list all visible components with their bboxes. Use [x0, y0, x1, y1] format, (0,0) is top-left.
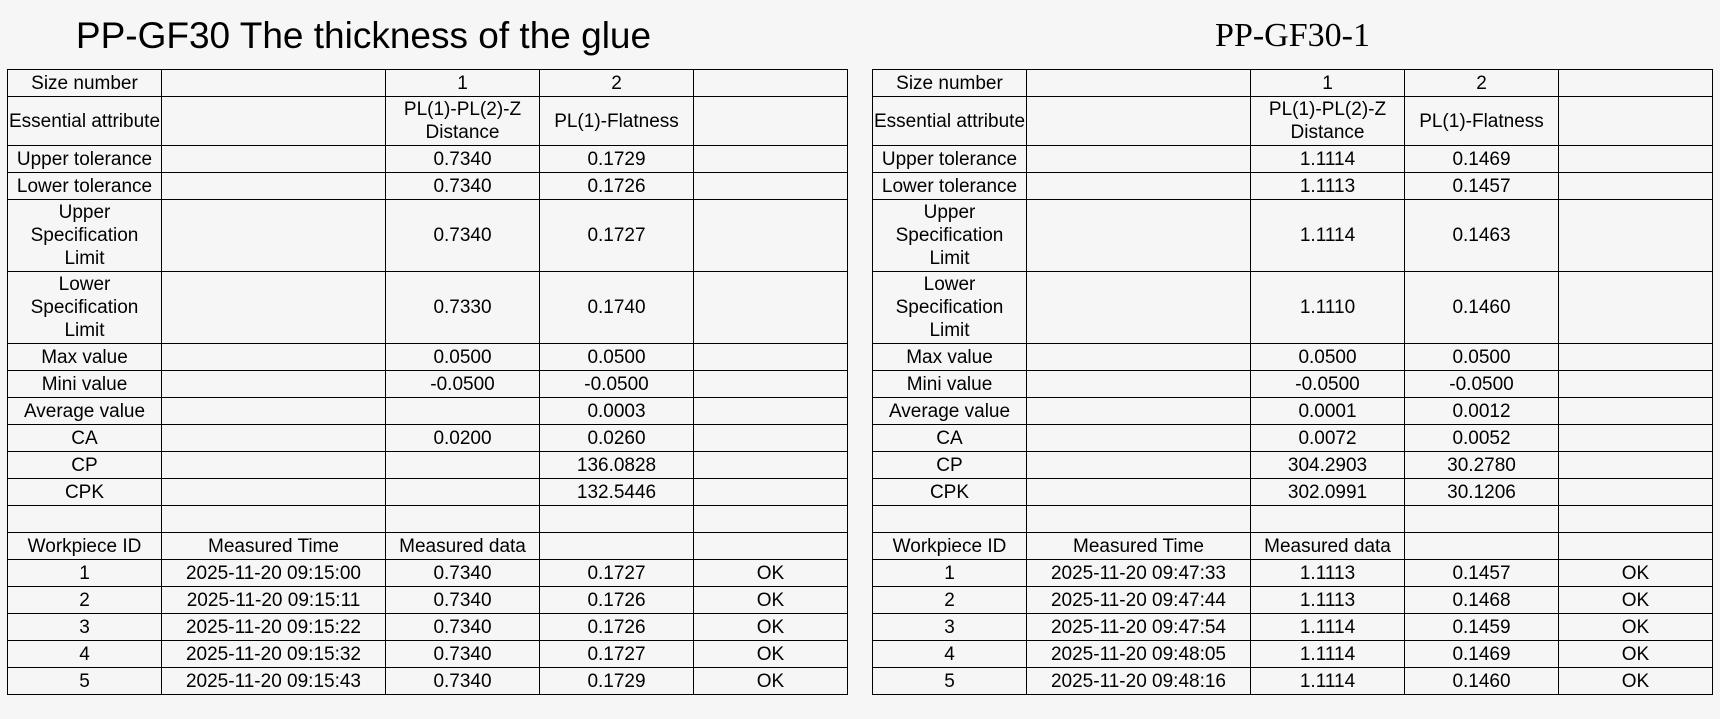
col1-number: 1: [1251, 70, 1405, 97]
empty-cell: [1027, 344, 1251, 371]
empty-cell: [162, 97, 386, 146]
stat-value-2: 0.0260: [540, 425, 694, 452]
empty-cell: [694, 200, 848, 272]
spacer-row: [873, 506, 1713, 533]
stat-row-cp: [873, 452, 1713, 479]
measured-value-1: 1.1113: [1251, 560, 1405, 587]
stat-label: CPK: [8, 479, 162, 506]
measured-data-header: Measured data: [386, 533, 540, 560]
empty-cell: [694, 173, 848, 200]
col2-attribute: PL(1)-Flatness: [1405, 97, 1559, 146]
stat-row-cpk: [873, 479, 1713, 506]
empty-cell: [162, 398, 386, 425]
measured-value-1: 0.7340: [386, 668, 540, 695]
empty-cell: [162, 200, 386, 272]
empty-cell: [162, 344, 386, 371]
result-badge: OK: [694, 560, 848, 587]
measured-value-2: 0.1468: [1405, 587, 1559, 614]
stat-value-2: 0.1740: [540, 272, 694, 344]
stat-label: CP: [873, 452, 1027, 479]
measured-time: 2025-11-20 09:47:44: [1027, 587, 1251, 614]
table-row: [8, 587, 848, 614]
empty-cell: [1559, 479, 1713, 506]
stat-row-ca: [873, 425, 1713, 452]
stat-value-1: 302.0991: [1251, 479, 1405, 506]
stat-value-2: 0.0500: [540, 344, 694, 371]
stat-value-1: 0.0200: [386, 425, 540, 452]
stat-label: Upper Specification Limit: [8, 200, 162, 272]
empty-cell: [162, 506, 386, 533]
stat-label: Lower tolerance: [8, 173, 162, 200]
measured-value-2: 0.1469: [1405, 641, 1559, 668]
stat-value-2: 30.2780: [1405, 452, 1559, 479]
measured-time: 2025-11-20 09:47:54: [1027, 614, 1251, 641]
empty-cell: [694, 146, 848, 173]
left-panel-title: PP-GF30 The thickness of the glue: [75, 15, 652, 56]
workpiece-id: 3: [8, 614, 162, 641]
measured-value-1: 0.7340: [386, 560, 540, 587]
result-badge: OK: [694, 641, 848, 668]
stat-label: CA: [873, 425, 1027, 452]
stat-value-2: 0.0052: [1405, 425, 1559, 452]
workpiece-id: 5: [873, 668, 1027, 695]
stat-label: Lower tolerance: [873, 173, 1027, 200]
empty-cell: [1027, 146, 1251, 173]
stat-label: Upper Specification Limit: [873, 200, 1027, 272]
stat-value-1: [386, 452, 540, 479]
stat-value-1: 304.2903: [1251, 452, 1405, 479]
stat-value-1: 0.0001: [1251, 398, 1405, 425]
empty-cell: [1559, 146, 1713, 173]
stat-value-2: -0.0500: [1405, 371, 1559, 398]
empty-cell: [1559, 452, 1713, 479]
measured-time: 2025-11-20 09:48:05: [1027, 641, 1251, 668]
size-number-row: [873, 70, 1713, 97]
right-panel-title: PP-GF30-1: [1215, 17, 1370, 54]
empty-cell: [162, 371, 386, 398]
empty-cell: [694, 479, 848, 506]
stat-label: Lower Specification Limit: [873, 272, 1027, 344]
empty-cell: [694, 533, 848, 560]
measured-time: 2025-11-20 09:15:11: [162, 587, 386, 614]
measured-value-2: 0.1460: [1405, 668, 1559, 695]
empty-cell: [540, 533, 694, 560]
measured-value-2: 0.1459: [1405, 614, 1559, 641]
empty-cell: [1559, 398, 1713, 425]
stat-row-upper-tolerance: [8, 146, 848, 173]
empty-cell: [1559, 344, 1713, 371]
stat-value-2: 0.1463: [1405, 200, 1559, 272]
stat-value-1: -0.0500: [1251, 371, 1405, 398]
stat-label: Average value: [8, 398, 162, 425]
empty-cell: [694, 344, 848, 371]
empty-cell: [1559, 371, 1713, 398]
stat-row-lower-spec-limit: [873, 272, 1713, 344]
empty-cell: [1027, 371, 1251, 398]
empty-cell: [162, 70, 386, 97]
stat-value-1: 1.1114: [1251, 146, 1405, 173]
table-row: [873, 587, 1713, 614]
right-panel: [872, 0, 1713, 695]
measured-time: 2025-11-20 09:15:32: [162, 641, 386, 668]
empty-cell: [162, 146, 386, 173]
table-row: [8, 641, 848, 668]
stat-row-average-value: [873, 398, 1713, 425]
measured-time: 2025-11-20 09:15:22: [162, 614, 386, 641]
right-measurement-table: [872, 69, 1713, 695]
measured-time: 2025-11-20 09:15:00: [162, 560, 386, 587]
measured-value-1: 1.1113: [1251, 587, 1405, 614]
empty-cell: [1027, 506, 1251, 533]
essential-attribute-label: Essential attribute: [8, 97, 162, 146]
workpiece-id: 2: [8, 587, 162, 614]
col1-attribute: PL(1)-PL(2)-Z Distance: [386, 97, 540, 146]
measured-time-header: Measured Time: [162, 533, 386, 560]
empty-cell: [873, 506, 1027, 533]
workpiece-id: 5: [8, 668, 162, 695]
measured-value-2: 0.1727: [540, 641, 694, 668]
empty-cell: [694, 425, 848, 452]
empty-cell: [1027, 200, 1251, 272]
stat-label: Mini value: [873, 371, 1027, 398]
col2-number: 2: [1405, 70, 1559, 97]
empty-cell: [1559, 425, 1713, 452]
empty-cell: [1559, 506, 1713, 533]
empty-cell: [1251, 506, 1405, 533]
table-row: [873, 668, 1713, 695]
stat-row-lower-tolerance: [873, 173, 1713, 200]
table-row: [8, 668, 848, 695]
essential-attribute-row: [8, 97, 848, 146]
stat-value-2: 0.1457: [1405, 173, 1559, 200]
measured-time-header: Measured Time: [1027, 533, 1251, 560]
left-panel: [7, 0, 848, 695]
stat-value-2: 0.1729: [540, 146, 694, 173]
empty-cell: [694, 371, 848, 398]
result-badge: OK: [1559, 668, 1713, 695]
stat-value-1: 0.7340: [386, 146, 540, 173]
stat-value-1: [386, 479, 540, 506]
stat-value-2: 0.1460: [1405, 272, 1559, 344]
table-row: [873, 641, 1713, 668]
left-measurement-table: [7, 69, 848, 695]
empty-cell: [694, 70, 848, 97]
measure-header-row: [873, 533, 1713, 560]
result-badge: OK: [694, 614, 848, 641]
empty-cell: [386, 506, 540, 533]
result-badge: OK: [1559, 587, 1713, 614]
empty-cell: [1559, 533, 1713, 560]
stat-value-1: 0.0500: [386, 344, 540, 371]
empty-cell: [1559, 97, 1713, 146]
stat-value-2: 0.1469: [1405, 146, 1559, 173]
essential-attribute-label: Essential attribute: [873, 97, 1027, 146]
empty-cell: [694, 398, 848, 425]
spacer-row: [8, 506, 848, 533]
stat-value-1: 0.7340: [386, 200, 540, 272]
empty-cell: [8, 506, 162, 533]
measured-value-2: 0.1726: [540, 587, 694, 614]
measured-value-2: 0.1729: [540, 668, 694, 695]
col1-number: 1: [386, 70, 540, 97]
stat-value-1: 0.7330: [386, 272, 540, 344]
empty-cell: [1405, 506, 1559, 533]
workpiece-id: 4: [873, 641, 1027, 668]
workpiece-id: 1: [873, 560, 1027, 587]
workpiece-id-header: Workpiece ID: [873, 533, 1027, 560]
workpiece-id: 3: [873, 614, 1027, 641]
empty-cell: [694, 272, 848, 344]
empty-cell: [1027, 173, 1251, 200]
empty-cell: [1559, 70, 1713, 97]
stat-value-1: 0.0500: [1251, 344, 1405, 371]
stat-label: Max value: [8, 344, 162, 371]
size-number-label: Size number: [8, 70, 162, 97]
stat-value-2: -0.0500: [540, 371, 694, 398]
result-badge: OK: [1559, 614, 1713, 641]
stat-value-2: 0.1726: [540, 173, 694, 200]
stat-row-mini-value: [873, 371, 1713, 398]
size-number-row: [8, 70, 848, 97]
stat-value-2: 132.5446: [540, 479, 694, 506]
stat-value-1: 1.1114: [1251, 200, 1405, 272]
empty-cell: [1027, 452, 1251, 479]
empty-cell: [1559, 272, 1713, 344]
table-row: [873, 614, 1713, 641]
col1-attribute: PL(1)-PL(2)-Z Distance: [1251, 97, 1405, 146]
empty-cell: [162, 452, 386, 479]
measured-time: 2025-11-20 09:47:33: [1027, 560, 1251, 587]
result-badge: OK: [694, 668, 848, 695]
stat-row-ca: [8, 425, 848, 452]
measured-value-1: 1.1114: [1251, 668, 1405, 695]
stat-row-lower-spec-limit: [8, 272, 848, 344]
measured-time: 2025-11-20 09:15:43: [162, 668, 386, 695]
empty-cell: [1027, 398, 1251, 425]
empty-cell: [1405, 533, 1559, 560]
empty-cell: [1027, 425, 1251, 452]
stat-value-1: 1.1113: [1251, 173, 1405, 200]
stat-label: Lower Specification Limit: [8, 272, 162, 344]
stat-row-upper-spec-limit: [873, 200, 1713, 272]
stat-label: CP: [8, 452, 162, 479]
empty-cell: [1027, 70, 1251, 97]
table-row: [8, 560, 848, 587]
size-number-label: Size number: [873, 70, 1027, 97]
measured-value-1: 0.7340: [386, 641, 540, 668]
result-badge: OK: [1559, 641, 1713, 668]
empty-cell: [1027, 272, 1251, 344]
table-row: [873, 560, 1713, 587]
table-row: [8, 614, 848, 641]
stat-value-2: 0.0012: [1405, 398, 1559, 425]
stat-row-lower-tolerance: [8, 173, 848, 200]
empty-cell: [162, 173, 386, 200]
empty-cell: [1559, 200, 1713, 272]
empty-cell: [694, 452, 848, 479]
stat-value-2: 0.0003: [540, 398, 694, 425]
stat-row-mini-value: [8, 371, 848, 398]
col2-attribute: PL(1)-Flatness: [540, 97, 694, 146]
stat-value-1: [386, 398, 540, 425]
stat-value-1: -0.0500: [386, 371, 540, 398]
empty-cell: [540, 506, 694, 533]
stat-row-upper-spec-limit: [8, 200, 848, 272]
stat-row-max-value: [8, 344, 848, 371]
stat-label: Mini value: [8, 371, 162, 398]
col2-number: 2: [540, 70, 694, 97]
empty-cell: [162, 479, 386, 506]
stat-row-cp: [8, 452, 848, 479]
stat-row-average-value: [8, 398, 848, 425]
stat-value-2: 30.1206: [1405, 479, 1559, 506]
workpiece-id: 1: [8, 560, 162, 587]
workpiece-id: 2: [873, 587, 1027, 614]
stat-label: Max value: [873, 344, 1027, 371]
empty-cell: [1027, 97, 1251, 146]
stat-label: CPK: [873, 479, 1027, 506]
stat-value-1: 1.1110: [1251, 272, 1405, 344]
measured-time: 2025-11-20 09:48:16: [1027, 668, 1251, 695]
empty-cell: [694, 97, 848, 146]
result-badge: OK: [694, 587, 848, 614]
measured-value-1: 0.7340: [386, 614, 540, 641]
stat-value-2: 0.1727: [540, 200, 694, 272]
stat-row-cpk: [8, 479, 848, 506]
empty-cell: [162, 272, 386, 344]
measured-data-header: Measured data: [1251, 533, 1405, 560]
stat-row-upper-tolerance: [873, 146, 1713, 173]
measured-value-1: 0.7340: [386, 587, 540, 614]
workpiece-id: 4: [8, 641, 162, 668]
stat-row-max-value: [873, 344, 1713, 371]
workpiece-id-header: Workpiece ID: [8, 533, 162, 560]
empty-cell: [1559, 173, 1713, 200]
measured-value-1: 1.1114: [1251, 641, 1405, 668]
stat-label: Upper tolerance: [873, 146, 1027, 173]
result-badge: OK: [1559, 560, 1713, 587]
stat-value-1: 0.0072: [1251, 425, 1405, 452]
essential-attribute-row: [873, 97, 1713, 146]
measured-value-2: 0.1726: [540, 614, 694, 641]
measured-value-1: 1.1114: [1251, 614, 1405, 641]
stat-value-1: 0.7340: [386, 173, 540, 200]
stat-label: CA: [8, 425, 162, 452]
empty-cell: [162, 425, 386, 452]
measure-header-row: [8, 533, 848, 560]
measured-value-2: 0.1457: [1405, 560, 1559, 587]
measured-value-2: 0.1727: [540, 560, 694, 587]
empty-cell: [1027, 479, 1251, 506]
stat-value-2: 0.0500: [1405, 344, 1559, 371]
stat-label: Average value: [873, 398, 1027, 425]
empty-cell: [694, 506, 848, 533]
stat-value-2: 136.0828: [540, 452, 694, 479]
stat-label: Upper tolerance: [8, 146, 162, 173]
